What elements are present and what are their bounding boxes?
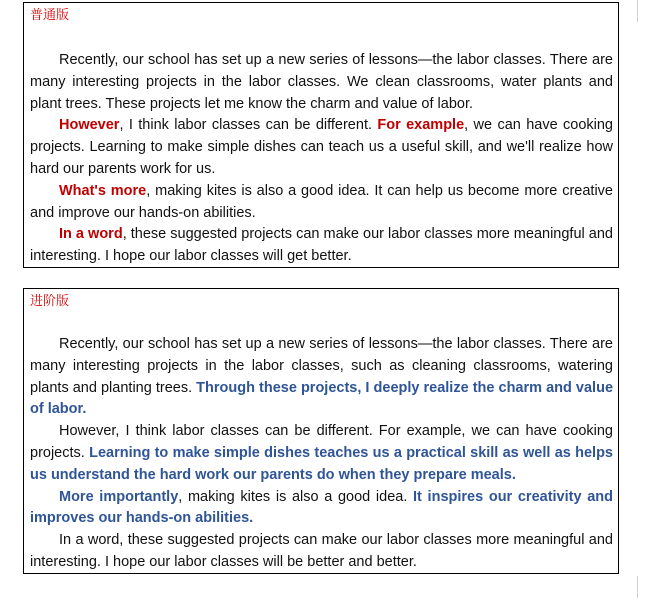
advanced-highlight-more-importantly: More importantly [59, 488, 179, 505]
basic-paragraph-3-text: , making kites is also a good idea. It can help us become more creative and improve our hands-on abilities. [30, 182, 613, 221]
basic-paragraph-2 [30, 115, 613, 180]
advanced-paragraph-4: In a word, these suggested projects can make our labor classes more meaningful and interesting. I hope our labor classes will be better and better. [30, 532, 613, 570]
transition-for-example: For example [377, 117, 465, 134]
basic-paragraph-2-text-a: , I think labor classes can be different. [119, 117, 378, 134]
advanced-highlight-creativity: It inspires our creativity and improves our hands-on abilities. [30, 488, 613, 527]
advanced-paragraph-3 [30, 487, 613, 531]
advanced-paragraph-1-text: Recently, our school has set up a new series of lessons—the labor classes. There are many interesting projects in the labor classes, such as cleaning classrooms, watering plants and planting trees. [30, 336, 613, 396]
basic-paragraph-4-text: , these suggested projects can make our labor classes more meaningful and interesting. I hope our labor classes will get better. [30, 226, 613, 265]
basic-paragraph-1: Recently, our school has set up a new series of lessons—the labor classes. There are many interesting projects in the labor classes. We clean classrooms, water plants and plant trees. These projects let me know the charm and value of labor. [30, 52, 613, 112]
advanced-version-title: 进阶版 [30, 294, 70, 309]
advanced-paragraph-3-text: , making kites is also a good idea. [178, 488, 414, 505]
transition-in-a-word: In a word [59, 226, 123, 243]
basic-paragraph-4 [30, 224, 613, 268]
basic-essay-body [30, 50, 613, 268]
basic-version-title: 普通版 [30, 8, 70, 23]
transition-however: However [59, 117, 120, 134]
basic-paragraph-3 [30, 181, 613, 225]
advanced-highlight-cooking: Learning to make simple dishes teaches us a practical skill as well as helps us understand the hard work our parents do when they prepare meals. [30, 444, 613, 483]
basic-paragraph-2-text-b: , we can have cooking projects. Learning to make simple dishes can teach us a useful skill, and we'll realize how hard our parents work for us. [30, 117, 613, 177]
basic-version-box [23, 2, 619, 268]
advanced-paragraph-2 [30, 421, 613, 486]
advanced-version-box [23, 288, 619, 574]
advanced-paragraph-1 [30, 334, 613, 421]
advanced-highlight-charm: Through these projects, I deeply realize the charm and value of labor. [30, 379, 614, 418]
transition-whats-more: What's more [59, 182, 147, 199]
right-edge-marker-bottom [637, 576, 638, 598]
advanced-paragraph-2-text: However, I think labor classes can be different. For example, we can have cooking projects. [30, 423, 613, 461]
right-edge-marker-top [637, 0, 638, 22]
advanced-essay-body [30, 334, 613, 574]
